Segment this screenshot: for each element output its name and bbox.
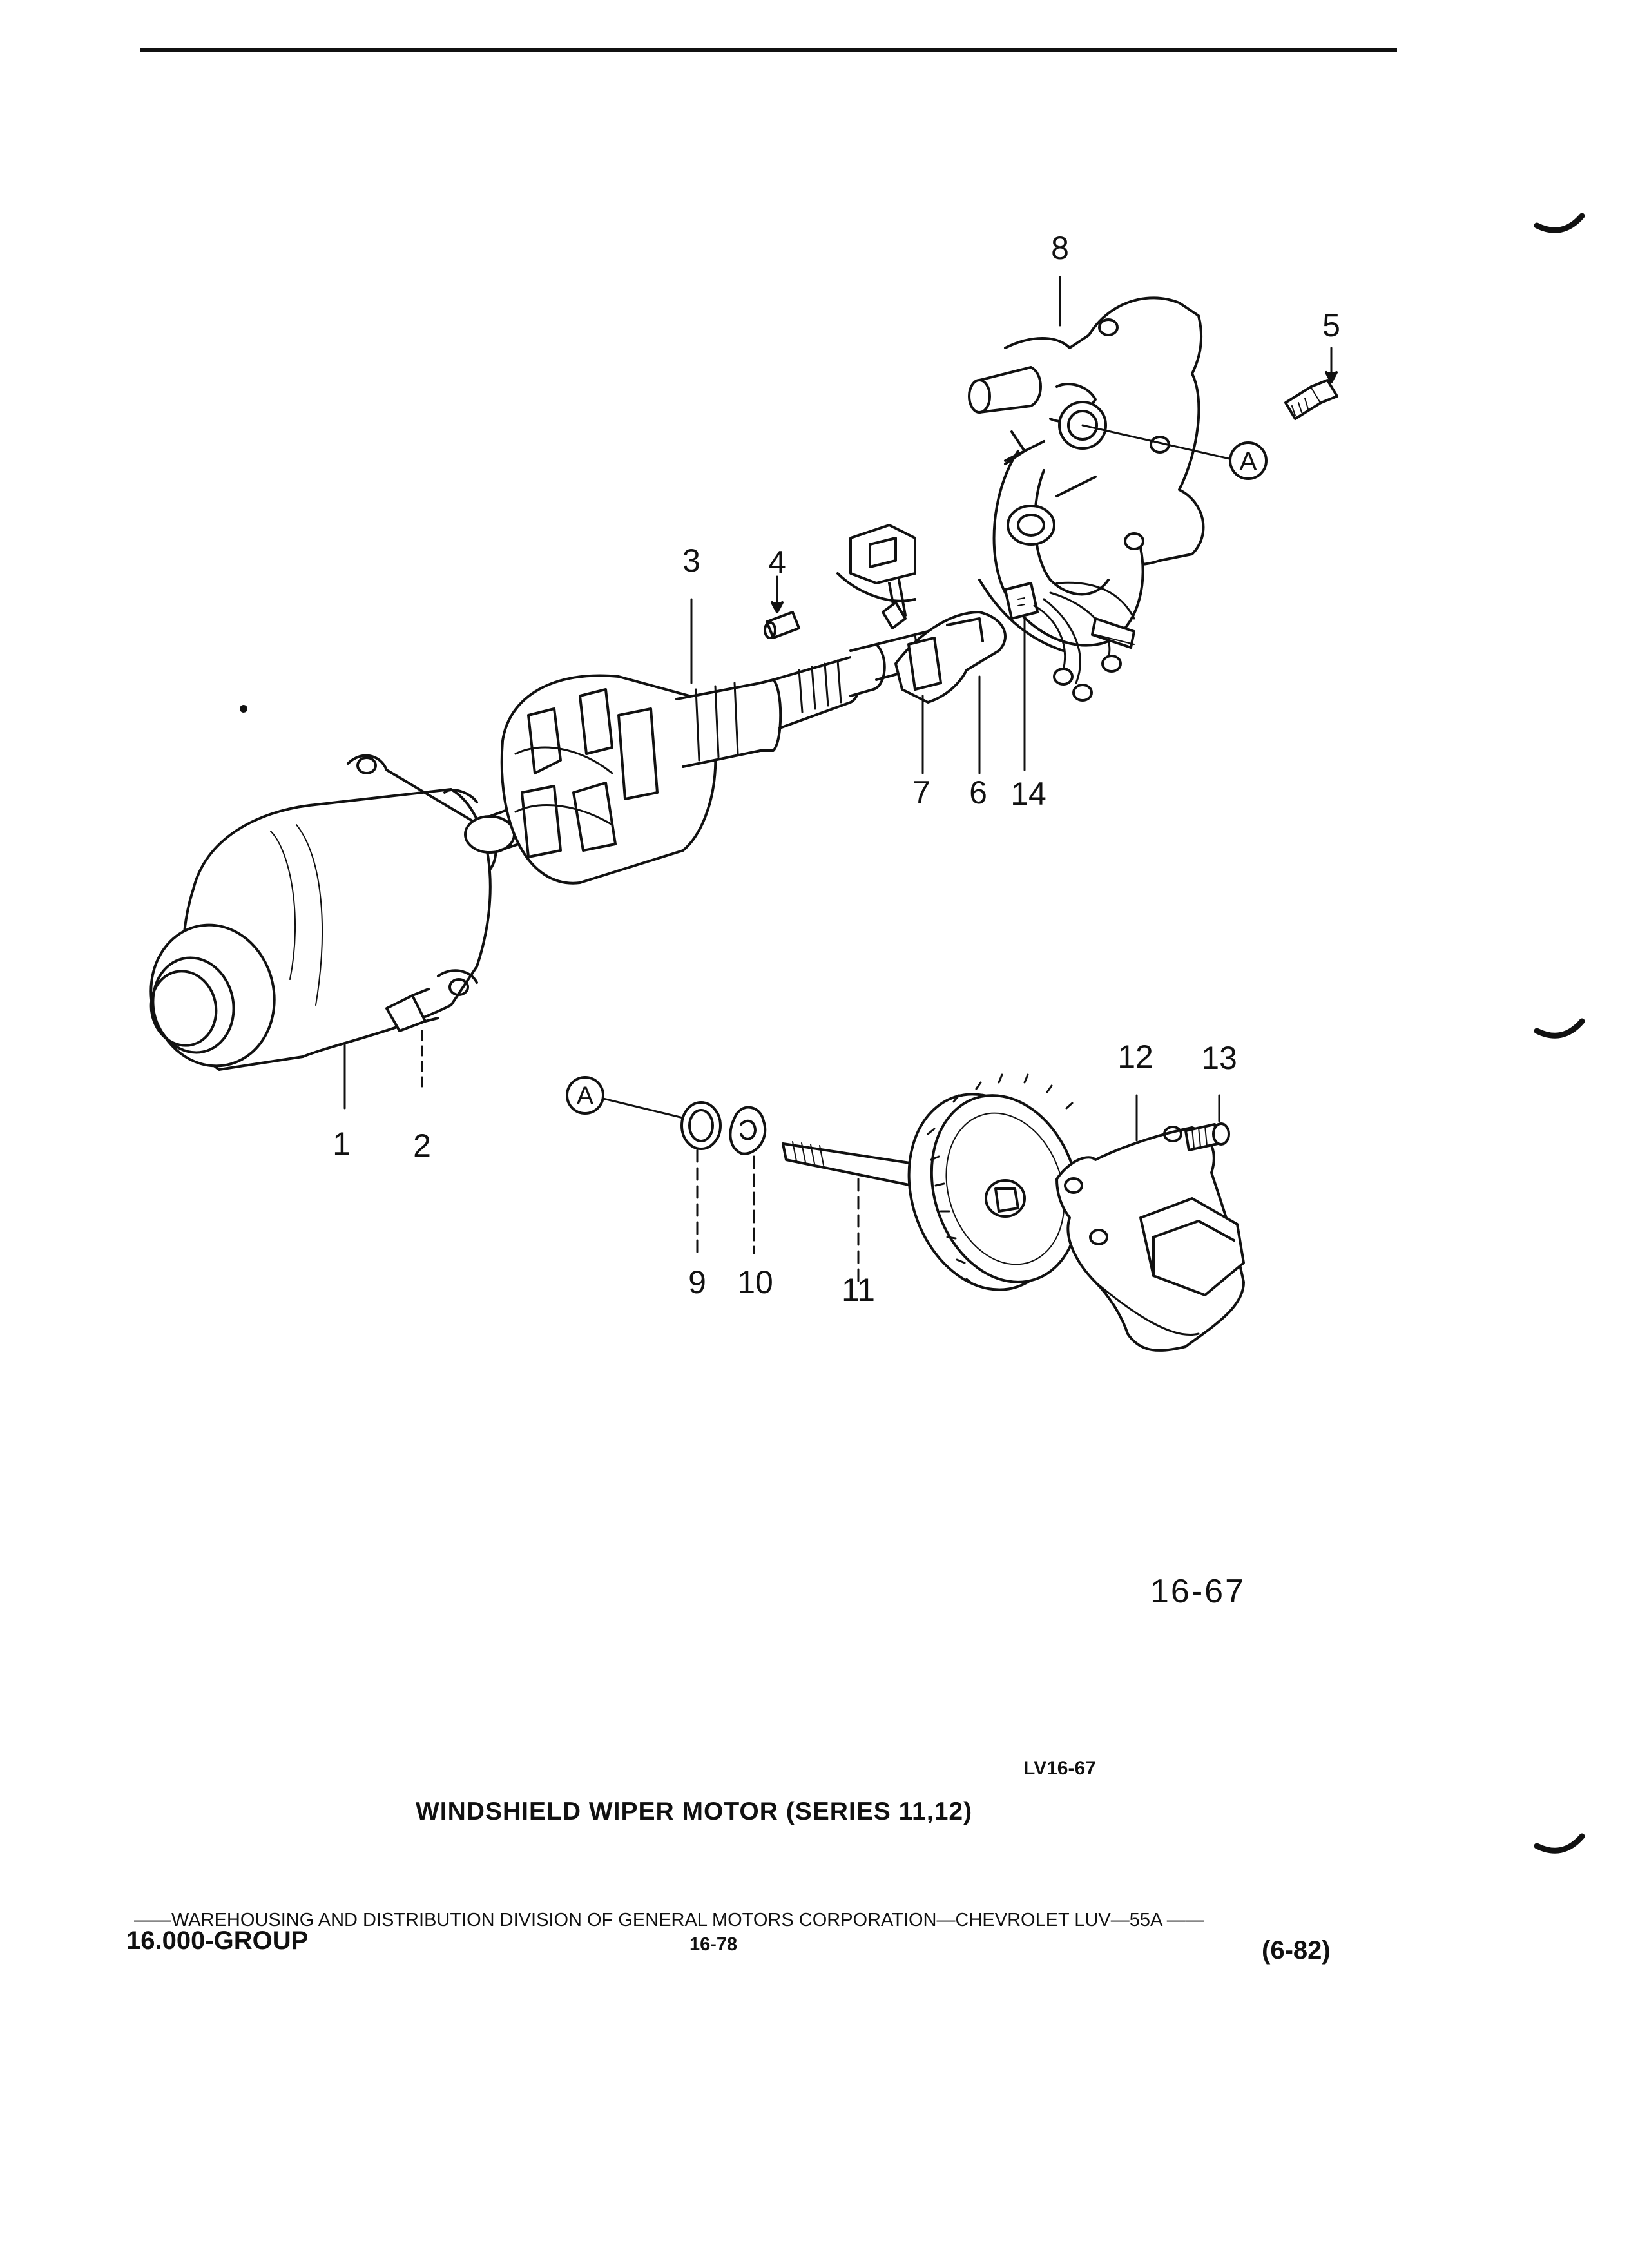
callout-1: 1 [333,1126,351,1162]
footer-date: (6-82) [1262,1936,1331,1965]
part-11-output-gear [783,1074,1102,1310]
footer-group: 16.000-GROUP [126,1927,309,1955]
callout-8: 8 [1051,230,1069,266]
callout-10: 10 [737,1264,773,1300]
part-3-armature [465,628,956,883]
part-9-washer [682,1102,720,1253]
callout-13: 13 [1201,1040,1237,1076]
part-6-brush-plate [896,612,1005,702]
ref-a-top-leader [1083,425,1229,459]
part-13-screw [1186,1095,1229,1150]
figure-code: LV16-67 [1023,1758,1096,1779]
part-5-screw [1286,348,1337,419]
callout-3: 3 [682,543,700,579]
part-8-gear-housing [969,298,1203,651]
ref-a-bottom-leader [603,1099,683,1118]
small-spring [883,602,905,628]
figure-title: WINDSHIELD WIPER MOTOR (SERIES 11,12) [416,1798,973,1825]
part-10-clip [730,1108,765,1253]
part-4-pin [765,577,799,638]
callout-11: 11 [842,1272,875,1308]
part-7-brush-holder-upper [838,525,915,619]
footer-publisher-line: ——WAREHOUSING AND DISTRIBUTION DIVISION OF GENERAL MOTORS CORPORATION—CHEVROLET LUV—55A —— [134,1910,1204,1930]
callout-ref-a-bottom: A [576,1082,594,1110]
figure-number: 16-67 [1150,1573,1246,1610]
callout-12: 12 [1117,1039,1153,1075]
callout-4: 4 [768,544,786,581]
stray-dot [240,705,247,713]
callout-ref-a-top: A [1239,447,1257,476]
callout-9: 9 [688,1264,706,1300]
callout-5: 5 [1322,307,1340,343]
callout-2: 2 [413,1128,431,1164]
footer-page-number: 16-78 [689,1934,738,1955]
callout-6: 6 [969,774,987,811]
part-1-motor-yoke [138,756,496,1078]
callout-7: 7 [912,774,930,811]
callout-14: 14 [1010,776,1046,812]
